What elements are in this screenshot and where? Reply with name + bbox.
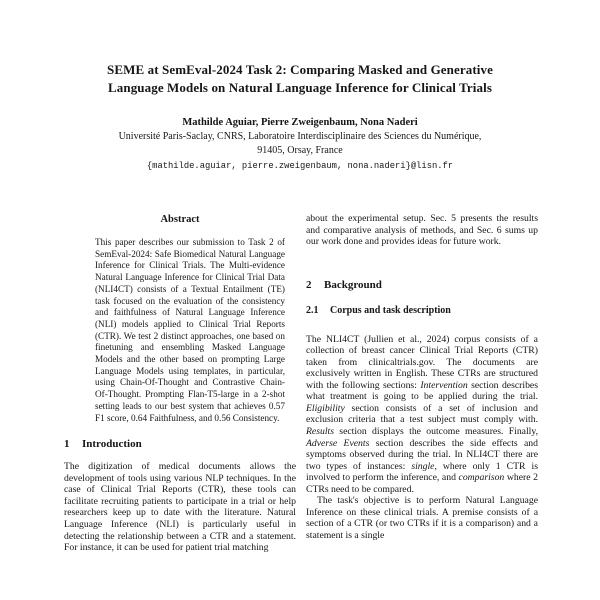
abstract-heading: Abstract (160, 214, 200, 225)
section-title: Introduction (82, 438, 142, 451)
affiliation-line-2: 91405, Orsay, France (257, 145, 343, 156)
section-title: Background (324, 278, 382, 291)
introduction-continuation-paragraph: about the experimental setup. Sec. 5 presents the results and comparative analysis of methods, and Sec. 6 sums up our work done and provides ideas for future work. (306, 213, 538, 248)
left-column (64, 211, 296, 600)
section-heading-background (306, 279, 538, 292)
title-line-2: Language Models on Natural Language Inference for Clinical Trials (108, 79, 492, 95)
section-heading-introduction (64, 438, 296, 451)
author-names: Mathilde Aguiar, Pierre Zweigenbaum, Nona Naderi (182, 117, 418, 128)
subsection-title: Corpus and task description (330, 304, 451, 316)
section-number: 2 (306, 278, 312, 291)
section-number: 1 (64, 438, 70, 451)
two-column-body (64, 211, 538, 600)
author-emails: {mathilde.aguiar, pierre.zweigenbaum, nona.naderi}@lisn.fr (146, 161, 454, 171)
title-line-1: SEME at SemEval-2024 Task 2: Comparing Masked and Generative (107, 62, 493, 77)
right-column (306, 211, 538, 600)
paper-title (0, 61, 600, 96)
paper-header (0, 61, 600, 172)
background-paragraph-2: The task's objective is to perform Natural Language Inference on these clinical trials. A premise consists of a section of a CTR (or two CTRs if it is a comparison) and a statement is a single (306, 495, 538, 541)
background-paragraph-1: The NLI4CT (Jullien et al., 2024) corpus consists of a collection of breast cancer Clinical Trial Reports (CTR) taken from clinicaltrials.gov. The documents are exclusively written in English. These CTRs are structured with the following sections: Intervention section describes what treatment is going to be applied during the trial. Eligibility section consists of a set of inclusion and exclusion criteria that a test subject must comply with. Results section displays the outcome measures. Finally, Adverse Events section describes the side effects and symptoms observed during the trial. In NLI4CT there are two types of instances: single, where only 1 CTR is involved to perform the inference, and comparison where 2 CTRs need to be compared. (306, 333, 538, 495)
abstract-body: This paper describes our submission to Task 2 of SemEval-2024: Safe Biomedical Natural Language Inference for Clinical Trials. The Multi-evidence Natural Language Inference for Clinical Trial Data (NLI4CT) consists of a Textual Entailment (TE) task focused on the evaluation of the consistency and faithfulness of Natural Language Inference (NLI) models applied to Clinical Trial Reports (CTR). We test 2 distinct approaches, one based on finetuning and ensembling Masked Language Models and the other based on prompting Large Language Models using templates, in particular, using Chain-Of-Thought and Contrastive Chain-Of-Thought. Prompting Flan-T5-large in a 2-shot setting leads to our best system that achieves 0.57 F1 score, 0.64 Faithfulness, and 0.56 Consistency. (95, 237, 285, 423)
subsection-heading-corpus (306, 305, 538, 317)
affiliation-line-1: Université Paris-Saclay, CNRS, Laboratoire Interdisciplinaire des Sciences du Numérique, (118, 131, 482, 142)
introduction-paragraph: The digitization of medical documents allows the development of tools using various NLP techniques. In the case of Clinical Trial Reports (CTR), these tools can facilitate recruiting patients to participate in a trial or help researchers keep up to date with the literature. Natural Language Inference (NLI) is particularly useful in detecting the relationship between a CTR and a statement. For instance, it can be used for patient trial matching (64, 461, 296, 554)
subsection-number: 2.1 (306, 304, 319, 316)
